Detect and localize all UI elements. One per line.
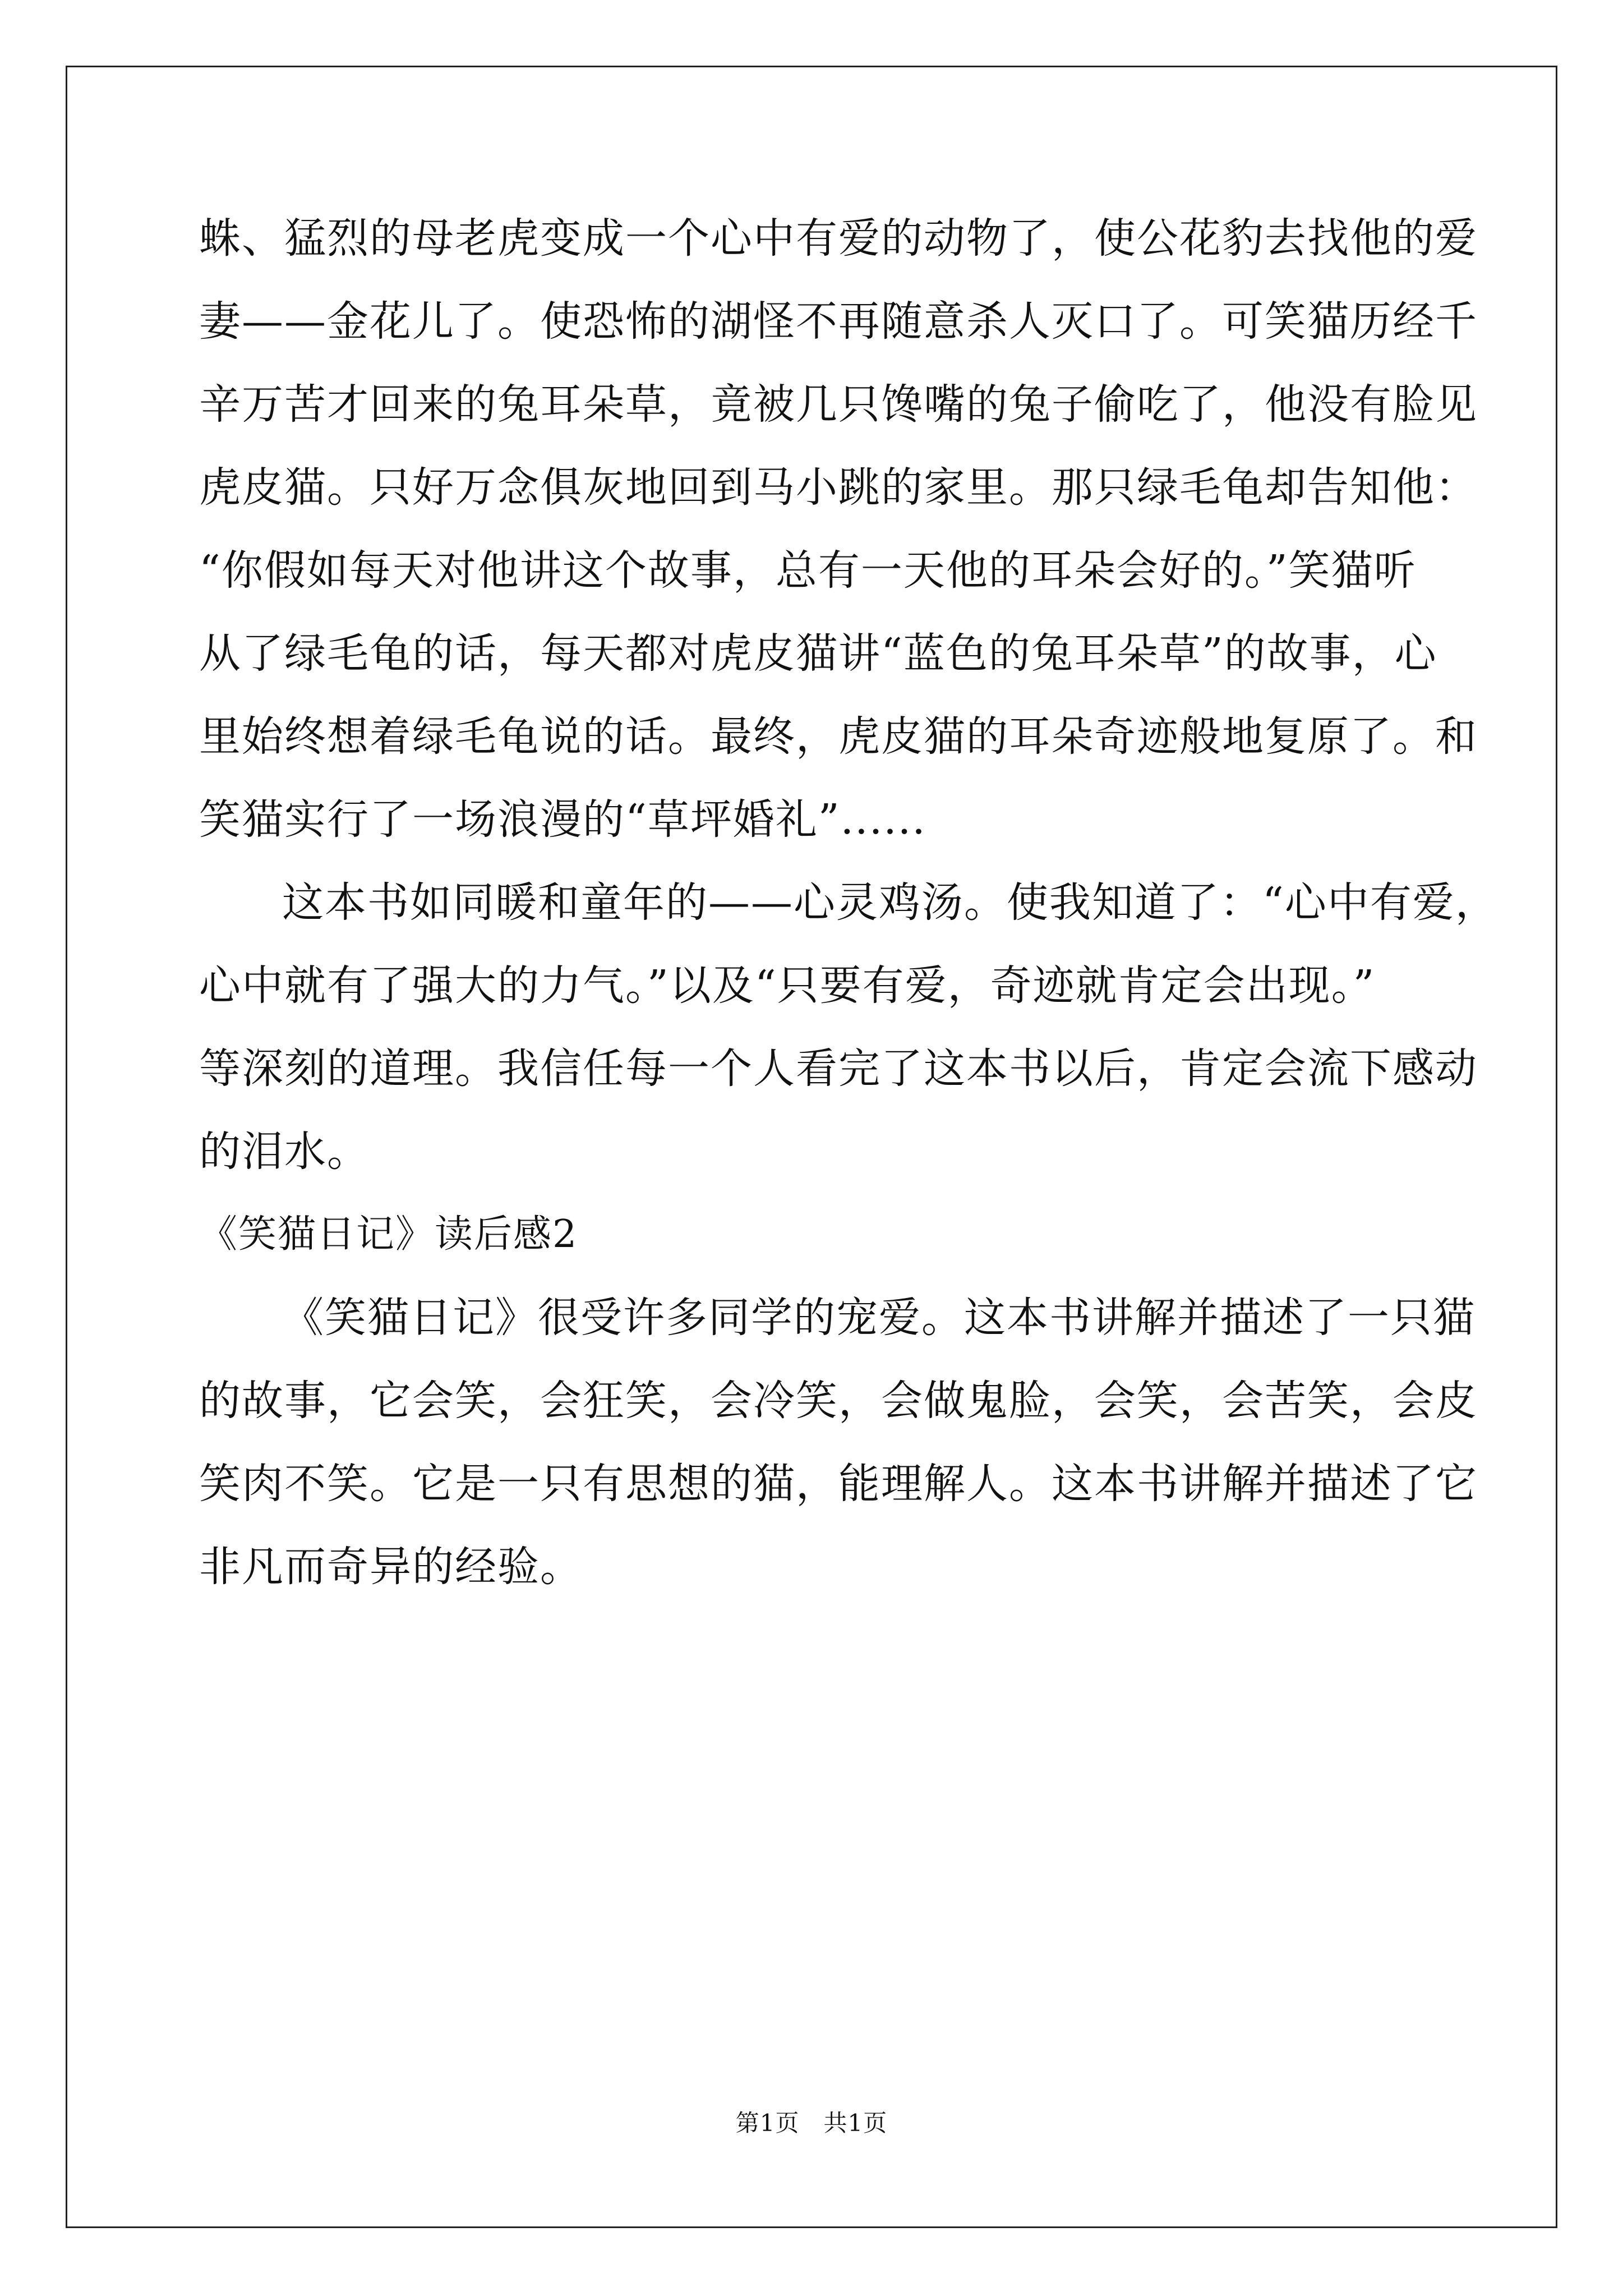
paragraph-line: 心中就有了强大的力气。”以及“只要有爱，奇迹就肯定会出现。” bbox=[199, 961, 1376, 1010]
paragraph-line: 笑肉不笑。它是一只有思想的猫，能理解人。这本书讲解并描述了它 bbox=[199, 1460, 1478, 1508]
paragraph-line: 虎皮猫。只好万念俱灰地回到马小跳的家里。那只绿毛龟却告知他： bbox=[199, 463, 1478, 512]
paragraph-line: 《笑猫日记》很受许多同学的宠爱。这本书讲解并描述了一只猫 bbox=[282, 1294, 1476, 1342]
paragraph-line: 辛万苦才回来的兔耳朵草，竟被几只馋嘴的兔子偷吃了，他没有脸见 bbox=[199, 380, 1478, 429]
paragraph-line: 的泪水。 bbox=[199, 1128, 370, 1176]
paragraph-line: 笑猫实行了一场浪漫的“草坪婚礼”...... bbox=[199, 795, 926, 844]
document-body bbox=[199, 213, 1498, 1625]
paragraph-line: 等深刻的道理。我信任每一个人看完了这本书以后，肯定会流下感动 bbox=[199, 1045, 1478, 1093]
paragraph-line: 这本书如同暖和童年的——心灵鸡汤。使我知道了：“心中有爱， bbox=[282, 878, 1498, 927]
paragraph-line: “你假如每天对他讲这个故事，总有一天他的耳朵会好的。”笑猫听 bbox=[199, 546, 1417, 595]
page-footer: 第1页 共1页 bbox=[735, 2109, 888, 2137]
paragraph-line: 的故事，它会笑，会狂笑，会冷笑，会做鬼脸，会笑，会苦笑，会皮 bbox=[199, 1377, 1478, 1425]
paragraph-line: 非凡而奇异的经验。 bbox=[199, 1543, 583, 1591]
paragraph-line: 蛛、猛烈的母老虎变成一个心中有爱的动物了，使公花豹去找他的爱 bbox=[199, 214, 1478, 263]
paragraph-line: 妻——金花儿了。使恐怖的湖怪不再随意杀人灭口了。可笑猫历经千 bbox=[199, 297, 1478, 346]
section-title: 《笑猫日记》读后感2 bbox=[199, 1212, 578, 1257]
paragraph-line: 从了绿毛龟的话，每天都对虎皮猫讲“蓝色的兔耳朵草”的故事，心 bbox=[199, 629, 1437, 678]
paragraph-line: 里始终想着绿毛龟说的话。最终，虎皮猫的耳朵奇迹般地复原了。和 bbox=[199, 712, 1478, 761]
